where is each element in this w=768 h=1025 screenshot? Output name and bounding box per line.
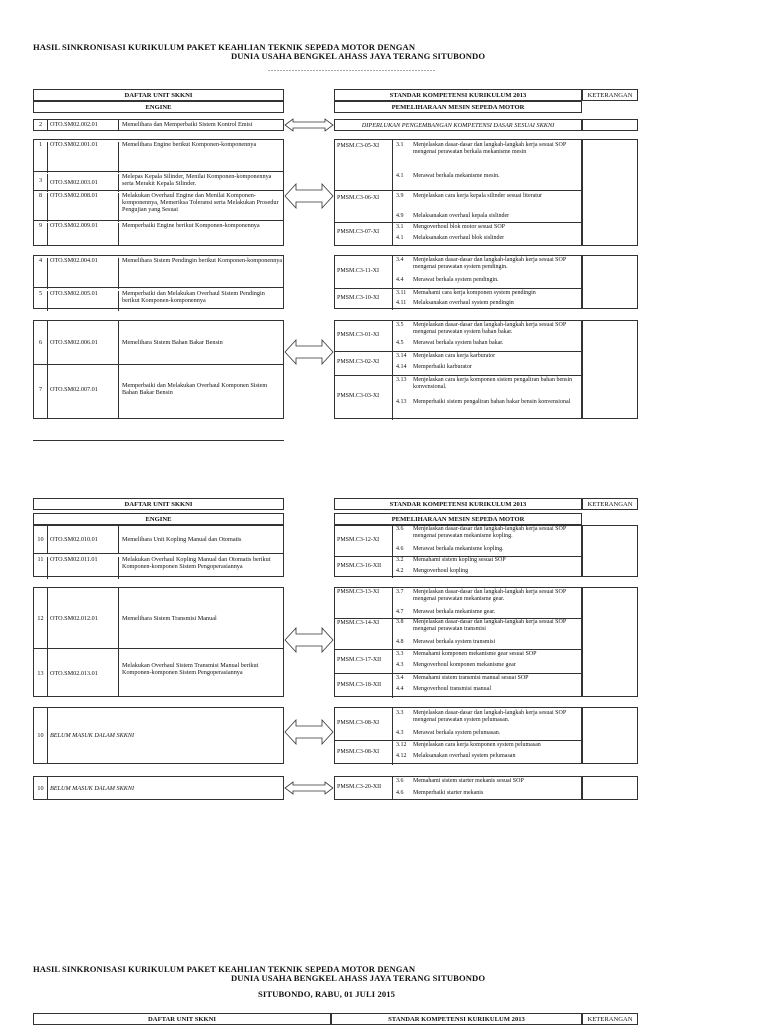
item-no: 4.14 (396, 364, 407, 370)
right-note-text: DIPERLUKAN PENGEMBANGAN KOMPETENSI DASAR SESUAI SKKNI (361, 122, 555, 129)
competency-item (393, 526, 581, 539)
row-no: 10 (37, 536, 44, 543)
table-row (34, 289, 283, 309)
ket-cell (582, 776, 638, 800)
right-group-kopling (334, 525, 582, 577)
row-no: 9 (38, 222, 43, 229)
table-row (34, 588, 283, 649)
right-code: PMSM.C3-11-XI (335, 256, 393, 288)
item-text: Merawat berkala mekanisme mesin. (413, 173, 500, 179)
footer-date: SITUBONDO, RABU, 01 JULI 2015 (258, 989, 396, 999)
competency-item (393, 364, 581, 371)
competency-item (393, 778, 581, 785)
row-desc: Memelihara dan Memperbaiki Sistem Kontrol Emisi (118, 120, 283, 131)
row-code: OTO.SM02.012.01 (47, 588, 118, 648)
ket-cell (582, 525, 638, 577)
item-no: 3.4 (396, 257, 404, 263)
right-group-transmisi (334, 587, 582, 697)
double-arrow-icon (284, 627, 334, 653)
row-desc: Memelihara Sistem Transmisi Manual (118, 588, 283, 648)
item-no: 3.3 (396, 651, 404, 657)
row-no: 6 (38, 339, 43, 346)
item-text: Mengoverhoul komponen mekanisme gear (413, 662, 516, 668)
right-code: PMSM.C3-13-XI (335, 588, 393, 618)
item-no: 3.11 (396, 290, 407, 296)
item-no: 4.8 (396, 639, 404, 645)
row-no: 2 (38, 121, 43, 128)
left-subheader: ENGINE (33, 513, 284, 525)
competency-item (393, 142, 581, 155)
row-code: OTO.SM02.002.01 (47, 120, 118, 131)
item-no: 4.6 (396, 546, 404, 552)
right-group-pendingin (334, 255, 582, 309)
right-group-bahan-bakar (334, 320, 582, 419)
ket-header: KETERANGAN (582, 498, 638, 510)
row-desc: Memelihara Sistem Pendingin berikut Komponen-komponennya (118, 258, 283, 289)
item-no: 3.13 (396, 377, 407, 383)
row-no: 1 (38, 141, 43, 148)
item-no: 3.9 (396, 193, 404, 199)
item-text: Merawat berkala system bahan bakar. (413, 340, 504, 346)
table-row (34, 708, 283, 764)
row-code: BELUM MASUK DALAM SKKNI (47, 777, 283, 800)
competency-item (393, 213, 581, 220)
item-no: 4.7 (396, 609, 404, 615)
item-no: 4.1 (396, 173, 404, 179)
item-no: 4.4 (396, 277, 404, 283)
item-text: Menjelaskan dasar-dasar dan langkah-langkah kerja sesuai SOP mengenai perawatan berkala mekanisme mesin (413, 142, 566, 155)
item-no: 4.13 (396, 399, 407, 405)
competency-item (393, 340, 581, 347)
row-code: OTO.SM02.011.01 (47, 557, 118, 579)
item-no: 3.1 (396, 224, 404, 230)
item-text: Menjelaskan cara kerja komponen system pelumasan (413, 742, 541, 748)
item-text: Memahami sistem starter mekanis sesuai SOP (413, 778, 524, 784)
item-text: Menjelaskan dasar-dasar dan langkah-langkah kerja sesuai SOP mengenai perawatan system pelumasan. (413, 710, 566, 723)
left-group-pelumasan (33, 707, 284, 764)
item-text: Melaksanakan overhaul kepala sislinder (413, 213, 510, 219)
competency-item (393, 235, 581, 242)
competency-item (393, 257, 581, 270)
item-no: 4.12 (396, 753, 407, 759)
table-row (34, 191, 283, 221)
item-text: Menjelaskan dasar-dasar dan langkah-langkah kerja sesuai SOP mengenai perawatan transmisi (413, 619, 566, 632)
right-subheader: PEMELIHARAAN MESIN SEPEDA MOTOR (334, 101, 582, 113)
competency-item (393, 568, 581, 575)
ket-header: KETERANGAN (582, 1013, 638, 1025)
row-no: 4 (38, 257, 43, 264)
item-no: 4.4 (396, 686, 404, 692)
table-row (34, 365, 283, 419)
item-no: 4.1 (396, 235, 404, 241)
item-text: Menjelaskan dasar-dasar dan langkah-langkah kerja sesuai SOP mengenai perawatan system pendingin. (413, 257, 566, 270)
competency-item (393, 353, 581, 360)
row-code: OTO.SM02.009.01 (47, 223, 118, 245)
competency-item (393, 322, 581, 335)
table-row (34, 172, 283, 191)
right-code: PMSM.C3-20-XII (335, 777, 393, 800)
right-header: STANDAR KOMPETENSI KURIKULUM 2013 (334, 89, 582, 101)
left-group-pendingin (33, 255, 284, 309)
item-text: Menjelaskan cara kerja karburator (413, 353, 496, 359)
double-arrow-icon (284, 183, 334, 209)
doc-title-line2: DUNIA USAHA BENGKEL AHASS JAYA TERANG SITUBONDO (231, 51, 486, 61)
competency-item (393, 730, 581, 737)
competency-item (393, 557, 581, 564)
item-no: 3.6 (396, 778, 404, 784)
item-text: Merawat berkala mekanisme kopling. (413, 546, 504, 552)
item-text: Memperbaiki starter mekanis (413, 790, 484, 796)
item-text: Merawat berkala system pendingin. (413, 277, 499, 283)
row-code: OTO.SM02.004.01 (47, 258, 118, 289)
table-row (34, 649, 283, 697)
right-note (334, 119, 582, 131)
competency-item (393, 193, 581, 200)
competency-item (393, 589, 581, 602)
item-no: 3.1 (396, 142, 404, 148)
row-code: OTO.SM02.005.01 (47, 291, 118, 311)
competency-item (393, 399, 581, 406)
competency-item (393, 546, 581, 553)
item-text: Memahami cara kerja komponen system pendingin (413, 290, 536, 296)
competency-item (393, 662, 581, 669)
item-text: Menjelaskan cara kerja kepala silinder sesuai literatur (413, 193, 542, 199)
left-group-starter (33, 776, 284, 800)
item-text: Memperbaiki karburator (413, 364, 472, 370)
row-desc: Memperbaiki Engine berikut Komponen-komponennya (118, 223, 283, 245)
row-code: OTO.SM02.013.01 (47, 649, 118, 697)
row-code: BELUM MASUK DALAM SKKNI (47, 708, 283, 764)
competency-item (393, 710, 581, 723)
row-code: OTO.SM02.006.01 (47, 321, 118, 364)
row-code: OTO.SM02.001.01 (47, 142, 118, 173)
ket-header: KETERANGAN (582, 89, 638, 101)
item-text: Mengoverhoul kopling (413, 568, 469, 574)
left-subheader: ENGINE (33, 101, 284, 113)
competency-item (393, 224, 581, 231)
item-no: 4.5 (396, 340, 404, 346)
item-text: Melaksanakan overhaul system pelumasan (413, 753, 516, 759)
item-text: Memahami sistem kopling sesuai SOP (413, 557, 506, 563)
right-code: PMSM.C3-06-XI (335, 190, 393, 222)
row-desc: Melakukan Overhaul Kopling Manual dan Otomatis berikut Komponen-komponen Sistem Pengoperasiannya (118, 557, 283, 579)
row-no: 5 (38, 290, 43, 297)
left-group-kopling (33, 525, 284, 577)
item-text: Mengoverhoul blok motor sesuai SOP (413, 224, 505, 230)
item-text: Melaksanakan overhaul blok sislinder (413, 235, 505, 241)
item-no: 4.6 (396, 790, 404, 796)
competency-item (393, 277, 581, 284)
competency-item (393, 790, 581, 797)
table-row (34, 256, 283, 288)
table-row (34, 120, 283, 131)
row-desc: Memelihara Unit Kopling Manual dan Otomatis (118, 526, 283, 553)
item-no: 4.11 (396, 300, 407, 306)
competency-item (393, 173, 581, 180)
ket-cell (582, 255, 638, 309)
left-group-transmisi (33, 587, 284, 697)
row-no: 11 (37, 556, 44, 563)
table-row (34, 223, 283, 245)
row-no: 8 (38, 192, 43, 199)
item-no: 3.8 (396, 619, 404, 625)
item-no: 3.2 (396, 557, 404, 563)
right-code: PMSM.C3-12-XI (335, 526, 393, 556)
title-dots: ........................................................ (268, 64, 436, 73)
table-row (34, 777, 283, 800)
competency-item (393, 675, 581, 682)
row-desc: Memelihara Engine berikut Komponen-komponennya (118, 142, 283, 173)
item-text: Menjelaskan dasar-dasar dan langkah-langkah kerja sesuai SOP mengenai perawatan system bahan bakar. (413, 322, 566, 335)
row-desc: Melepas Kepala Silinder, Menilai Komponen-komponennya serta Merakit Kepala Silinder. (118, 174, 283, 192)
right-code: PMSM.C3-08-XI (335, 740, 393, 765)
item-no: 4.3 (396, 662, 404, 668)
competency-item (393, 377, 581, 390)
competency-item (393, 686, 581, 693)
doc-title-line1: HASIL SINKRONISASI KURIKULUM PAKET KEAHLIAN TEKNIK SEPEDA MOTOR DENGAN (33, 42, 416, 52)
item-no: 4.9 (396, 213, 404, 219)
table-row (34, 321, 283, 365)
item-no: 4.2 (396, 568, 404, 574)
right-code: PMSM.C3-05-XI (335, 140, 393, 190)
right-code: PMSM.C3-03-XI (335, 375, 393, 420)
right-code: PMSM.C3-14-XI (335, 618, 393, 649)
competency-item (393, 639, 581, 646)
left-header: DAFTAR UNIT SKKNI (33, 1013, 331, 1025)
competency-item (393, 609, 581, 616)
left-group-emisi (33, 119, 284, 131)
item-text: Menjelaskan dasar-dasar dan langkah-langkah kerja sesuai SOP mengenai perawatan mekanisme gear. (413, 589, 566, 602)
right-code: PMSM.C3-17-XII (335, 649, 393, 673)
ket-cell (582, 707, 638, 764)
row-no: 10 (37, 732, 44, 739)
left-header: DAFTAR UNIT SKKNI (33, 498, 284, 510)
left-header: DAFTAR UNIT SKKNI (33, 89, 284, 101)
right-code: PMSM.C3-16-XII (335, 556, 393, 578)
competency-item (393, 742, 581, 749)
competency-item (393, 300, 581, 307)
double-arrow-icon (284, 719, 334, 745)
row-desc: Memperbaiki dan Melakukan Overhaul Sistem Pendingin berikut Komponen-komponennya (118, 291, 283, 311)
right-code: PMSM.C3-01-XI (335, 321, 393, 351)
row-no: 13 (37, 670, 44, 677)
item-text: Memahami sistem transmisi manual sesuai SOP (413, 675, 529, 681)
table-row (34, 526, 283, 554)
item-text: Merawat berkala system transmisi (413, 639, 496, 645)
competency-item (393, 753, 581, 760)
right-code: PMSM.C3-02-XI (335, 351, 393, 375)
double-arrow-icon (284, 339, 334, 365)
ket-cell (582, 119, 638, 131)
item-no: 3.5 (396, 322, 404, 328)
table-row (34, 555, 283, 577)
row-desc: Memperbaiki dan Melakukan Overhaul Komponen Sistem Bahan Bakar Bensin (118, 365, 283, 419)
row-code: OTO.SM02.007.01 (47, 365, 118, 419)
footer-title-line1: HASIL SINKRONISASI KURIKULUM PAKET KEAHLIAN TEKNIK SEPEDA MOTOR DENGAN (33, 964, 416, 974)
competency-item (393, 290, 581, 297)
right-group-starter (334, 776, 582, 800)
item-text: Menjelaskan cara kerja komponen sistem pengaliran bahan bensin konvensional. (413, 377, 573, 390)
item-no: 4.3 (396, 730, 404, 736)
row-code: OTO.SM02.003.01 (47, 174, 118, 192)
item-text: Merawat berkala system pelumasan. (413, 730, 501, 736)
right-code: PMSM.C3-07-XI (335, 222, 393, 246)
right-subheader: PEMELIHARAAN MESIN SEPEDA MOTOR (334, 513, 582, 525)
ket-cell (582, 320, 638, 419)
row-no: 12 (37, 615, 44, 622)
right-code: PMSM.C3-10-XI (335, 288, 393, 310)
right-header: STANDAR KOMPETENSI KURIKULUM 2013 (334, 498, 582, 510)
item-no: 3.4 (396, 675, 404, 681)
item-no: 3.6 (396, 526, 404, 532)
double-arrow-icon (284, 118, 334, 132)
competency-item (393, 651, 581, 658)
item-text: Melaksanakan overhaul system pendingin (413, 300, 514, 306)
row-desc: Memelihara Sistem Bahan Bakar Bensin (118, 321, 283, 364)
row-code: OTO.SM02.008.01 (47, 193, 118, 222)
item-text: Memperbaiki sistem pengaliran bahan bakar bensin konvensional (413, 399, 571, 405)
item-text: Merawat berkala mekanisme gear. (413, 609, 496, 615)
ket-cell (582, 139, 638, 246)
row-no: 3 (38, 177, 43, 184)
item-no: 3.3 (396, 710, 404, 716)
item-no: 3.12 (396, 742, 407, 748)
right-code: PMSM.C3-18-XII (335, 673, 393, 698)
right-header: STANDAR KOMPETENSI KURIKULUM 2013 (331, 1013, 582, 1025)
item-no: 3.7 (396, 589, 404, 595)
item-text: Mengoverhoul transmisi manual (413, 686, 491, 692)
row-desc: Melakukan Overhaul Engine dan Menilai Komponen-komponennya, Memeriksa Toleransi serta Melakukan Prosedur Pengujian yang Sesuai (118, 193, 283, 222)
right-group-pelumasan (334, 707, 582, 764)
table-row (34, 140, 283, 172)
left-group-engine (33, 139, 284, 246)
double-arrow-icon (284, 781, 334, 795)
left-group-bahan-bakar (33, 320, 284, 419)
right-group-engine (334, 139, 582, 246)
footer-title-line2: DUNIA USAHA BENGKEL AHASS JAYA TERANG SITUBONDO (231, 973, 486, 983)
item-text: Memahami komponen mekanisme gear sesuai SOP (413, 651, 537, 657)
ket-cell (582, 587, 638, 697)
item-no: 3.14 (396, 353, 407, 359)
right-code: PMSM.C3-08-XI (335, 708, 393, 740)
row-no: 10 (37, 785, 44, 792)
divider (33, 440, 284, 441)
row-code: OTO.SM02.010.01 (47, 526, 118, 553)
competency-item (393, 619, 581, 632)
row-no: 7 (38, 386, 43, 393)
row-desc: Melakukan Overhaul Sistem Transmisi Manual berikut Komponen-komponen Sistem Pengoperasiannya (118, 649, 283, 697)
item-text: Menjelaskan dasar-dasar dan langkah-langkah kerja sesuai SOP mengenai perawatan mekanisme kopling. (413, 526, 566, 539)
